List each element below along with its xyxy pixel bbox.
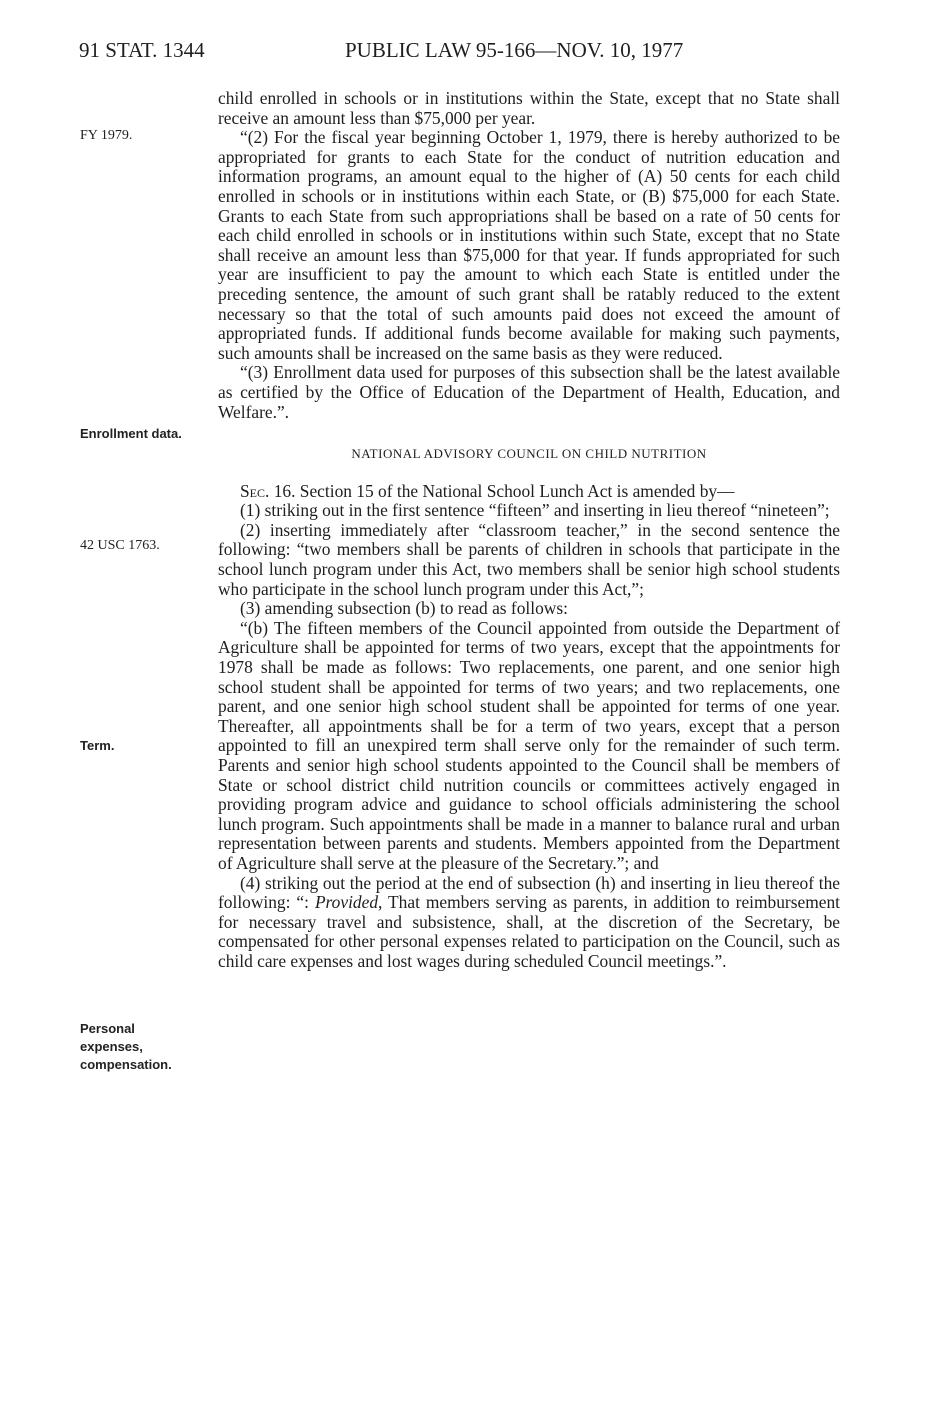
section-16-text: 16. Section 15 of the National School Lunch Act is amended by— xyxy=(269,480,735,501)
margin-note-term: Term. xyxy=(80,738,115,753)
item4-text-a: (4) striking out the period at the end of subsection (h) and inserting in lieu thereof the following: “: xyxy=(218,872,840,913)
margin-note-personal xyxy=(80,1020,205,1074)
section-16-intro xyxy=(218,482,840,502)
document-body xyxy=(218,89,840,972)
list-item-3: (3) amending subsection (b) to read as follows: xyxy=(240,598,568,619)
margin-note-personal-line2: expenses, xyxy=(80,1039,143,1054)
list-item-1: (1) striking out in the first sentence “fifteen” and inserting in lieu thereof “nineteen”; xyxy=(240,500,830,521)
margin-note-usc: 42 USC 1763. xyxy=(80,538,160,553)
paragraph-enrollment: “(3) Enrollment data used for purposes of this subsection shall be the latest available as certified by the Office of Education of the Department of Health, Education, and Welfare.”. xyxy=(218,362,840,422)
margin-note-enrollment: Enrollment data. xyxy=(80,426,182,441)
margin-note-personal-line1: Personal xyxy=(80,1021,135,1036)
list-item-2: (2) inserting immediately after “classroom teacher,” in the second sentence the following: “two members shall be parents of children in schools that participate in the school lunch program under this Act, two members shall be senior high school students who participate in the school lunch program under this Act,”; xyxy=(218,519,840,599)
margin-note-fy: FY 1979. xyxy=(80,128,133,143)
paragraph-fy1979: “(2) For the fiscal year beginning October 1, 1979, there is hereby authorized to be appropriated for grants to each State for the conduct of nutrition education and information programs, an amount equal to the higher of (A) 50 cents for each child enrolled in schools or in institutions within each State, or (B) $75,000 for each State. Grants to each State from such appropriations shall be based on a rate of 50 cents for each child enrolled in schools or in institutions within such State, except that no State shall receive an amount less than $75,000 for that year. If funds appropriated for such year are insufficient to pay the amount to which each State is entitled under the preceding sentence, the amount of such grant shall be ratably reduced to the extent necessary so that the total of such amounts paid does not exceed the amount of appropriated funds. If additional funds become available for making such payments, such amounts shall be increased on the same basis as they were reduced. xyxy=(218,127,840,363)
page-running-header: PUBLIC LAW 95-166—NOV. 10, 1977 xyxy=(345,38,684,62)
section-heading: NATIONAL ADVISORY COUNCIL ON CHILD NUTRITION xyxy=(351,446,707,462)
margin-note-personal-line3: compensation. xyxy=(80,1057,172,1072)
paragraph-subsection-b: “(b) The fifteen members of the Council appointed from outside the Department of Agriculture shall be appointed for terms of two years, except that the appointments for 1978 shall be made as follows: Two replacements, one parent, and one senior high school student shall be appointed for terms of two years; and two replacements, one parent, and one senior high school student shall be appointed for terms of one year. Thereafter, all appointments shall be for a term of two years, except that a person appointed to fill an unexpired term shall serve only for the remainder of such term. Parents and senior high school students appointed to the Council shall be members of State or school district child nutrition councils or committees actively engaged in providing program advice and guidance to school officials administering the school lunch program. Such appointments shall be made in a manner to balance rural and urban representation between parents and students. Members appointed from the Department of Agriculture shall serve at the pleasure of the Secretary.”; and xyxy=(218,617,840,873)
item4-text-b: , That members serving as parents, in addition to reimbursement for necessary travel and subsistence, shall, at the discretion of the Secretary, be compensated for other personal expenses related to participation on the Council, such as child care expenses and lost wages during scheduled Council meetings.”. xyxy=(218,892,840,971)
paragraph-continuation: child enrolled in schools or in institutions within the State, except that no State shall receive an amount less than $75,000 per year. xyxy=(218,88,840,128)
item4-provided: Provided xyxy=(314,892,379,913)
page-stat-number: 91 STAT. 1344 xyxy=(79,38,205,62)
list-item-4 xyxy=(218,874,840,972)
section-label: Sec. xyxy=(240,480,270,501)
